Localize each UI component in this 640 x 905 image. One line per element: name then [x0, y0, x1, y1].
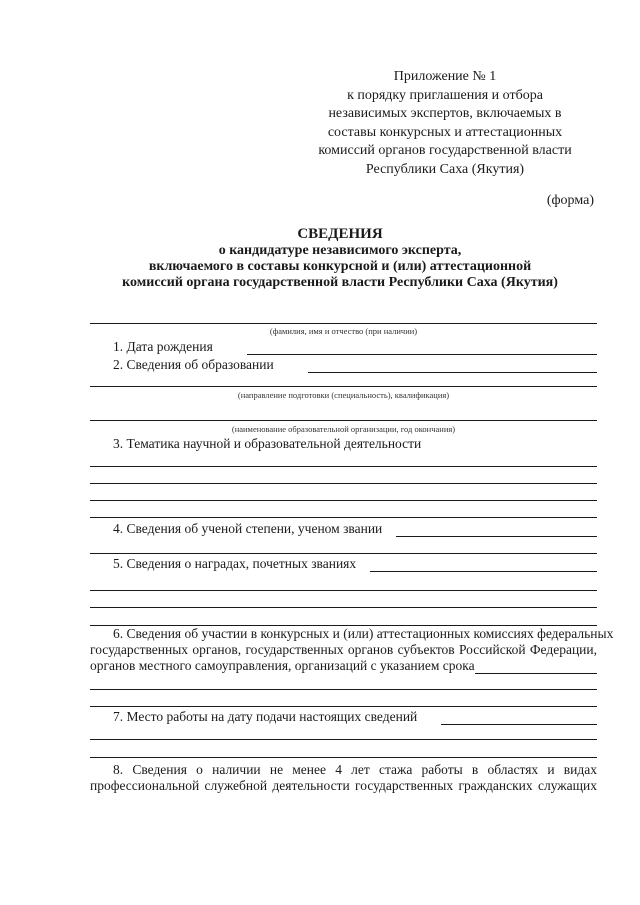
- fio-hint: (фамилия, имя и отчество (при наличии): [269, 326, 418, 336]
- commissions-line-extra-1[interactable]: [90, 689, 597, 690]
- awards-row: [90, 556, 597, 572]
- research-topics-line-2[interactable]: [90, 483, 597, 484]
- title-line-4: комиссий органа государственной власти Республики Саха (Якутия): [122, 275, 558, 290]
- document-title: [60, 226, 620, 291]
- title-line-2: о кандидатуре независимого эксперта,: [218, 243, 462, 258]
- awards-field[interactable]: [370, 559, 597, 572]
- fio-line[interactable]: [90, 323, 597, 324]
- workplace-line-3[interactable]: [90, 757, 597, 758]
- commissions-line-1: 6. Сведения об участии в конкурсных и (или) аттестационных комиссиях федеральных: [113, 626, 614, 641]
- appendix-line-2: к порядку приглашения и отбора: [347, 87, 543, 103]
- title-line-3: включаемого в составы конкурсной и (или) аттестационной: [148, 259, 532, 274]
- institution-line[interactable]: [90, 420, 597, 421]
- specialty-hint: (направление подготовки (специальность), квалификация): [237, 390, 450, 400]
- experience-line-2: профессиональной служебной деятельности государственных гражданских служащих: [90, 778, 597, 793]
- education-field[interactable]: [308, 360, 597, 373]
- workplace-field[interactable]: [441, 712, 597, 725]
- workplace-line-2[interactable]: [90, 739, 597, 740]
- commissions-last-row: [90, 658, 597, 674]
- appendix-header: [300, 68, 590, 180]
- commissions-line-3: органов местного самоуправления, организаций с указанием срока: [90, 658, 475, 673]
- commissions-line-2: государственных органов, государственных органов субъектов Российской Федерации,: [90, 642, 597, 657]
- appendix-line-6: Республики Саха (Якутия): [365, 161, 525, 177]
- workplace-row: [90, 709, 597, 725]
- academic-degree-field[interactable]: [396, 524, 597, 537]
- birth-date-field[interactable]: [247, 342, 597, 355]
- awards-line-2[interactable]: [90, 590, 597, 591]
- appendix-line-4: составы конкурсных и аттестационных: [327, 124, 563, 140]
- appendix-line-3: независимых экспертов, включаемых в: [328, 106, 562, 122]
- research-topics-line-3[interactable]: [90, 500, 597, 501]
- academic-degree-label: 4. Сведения об ученой степени, ученом звании: [113, 521, 383, 536]
- commissions-field[interactable]: [475, 661, 597, 674]
- academic-degree-row: [90, 521, 597, 537]
- education-row: [90, 357, 597, 373]
- research-topics-label: 3. Тематика научной и образовательной деятельности: [113, 436, 422, 451]
- academic-degree-line-2[interactable]: [90, 553, 597, 554]
- research-topics-line-1[interactable]: [90, 466, 597, 467]
- research-topics-row: [90, 436, 597, 452]
- awards-line-3[interactable]: [90, 607, 597, 608]
- form-label: (форма): [546, 193, 594, 208]
- birth-date-label: 1. Дата рождения: [113, 339, 213, 354]
- experience-paragraph: [90, 762, 597, 794]
- workplace-label: 7. Место работы на дату подачи настоящих сведений: [113, 709, 418, 724]
- title-line-1: СВЕДЕНИЯ: [297, 226, 383, 242]
- appendix-line-5: комиссий органов государственной власти: [318, 143, 572, 159]
- specialty-line[interactable]: [90, 386, 597, 387]
- education-label: 2. Сведения об образовании: [113, 357, 274, 372]
- birth-date-row: [90, 339, 597, 355]
- awards-label: 5. Сведения о наградах, почетных званиях: [113, 556, 357, 571]
- commissions-line-extra-2[interactable]: [90, 706, 597, 707]
- experience-line-1: 8. Сведения о наличии не менее 4 лет стажа работы в областях и видах: [113, 762, 597, 777]
- commissions-paragraph: [90, 626, 614, 658]
- research-topics-line-4[interactable]: [90, 517, 597, 518]
- appendix-line-1: Приложение № 1: [393, 69, 497, 84]
- institution-hint: (наименование образовательной организации, год окончания): [231, 424, 456, 434]
